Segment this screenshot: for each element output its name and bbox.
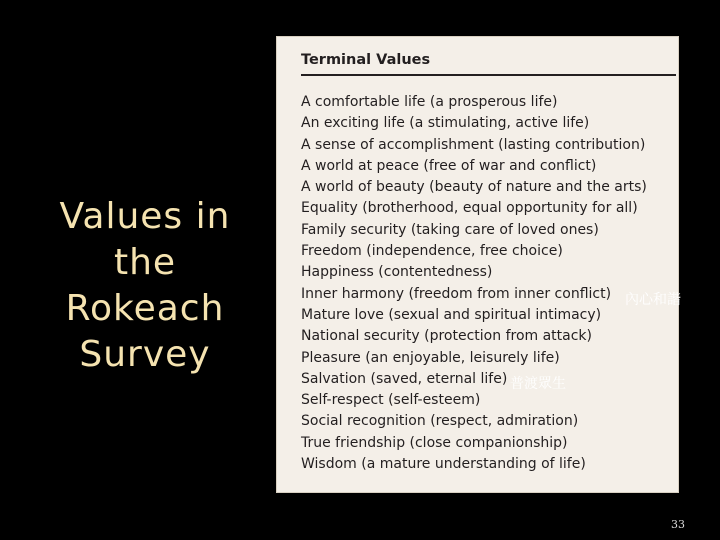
value-item: Equality (brotherhood, equal opportunity for all) xyxy=(301,200,638,217)
inner-harmony-annotation: 內心和諧 xyxy=(625,292,681,308)
slide-title xyxy=(38,194,252,378)
value-item: Salvation (saved, eternal life) xyxy=(301,370,508,387)
title-line: Survey xyxy=(79,334,211,375)
card-heading: Terminal Values xyxy=(301,52,431,68)
value-item: National security (protection from attack) xyxy=(301,328,592,345)
value-item: Inner harmony (freedom from inner conflict) xyxy=(301,285,612,302)
terminal-values-card xyxy=(276,36,679,493)
value-item: True friendship (close companionship) xyxy=(301,434,568,451)
value-item: A sense of accomplishment (lasting contribution) xyxy=(301,136,646,153)
value-item: An exciting life (a stimulating, active life) xyxy=(301,115,590,132)
terminal-values-list xyxy=(301,92,647,475)
title-line: Values in xyxy=(59,196,231,237)
page-number: 33 xyxy=(671,518,685,531)
value-item: Mature love (sexual and spiritual intimacy) xyxy=(301,306,602,323)
title-line: the xyxy=(113,242,177,283)
value-item: A world at peace (free of war and conflict) xyxy=(301,157,597,174)
value-item: Freedom (independence, free choice) xyxy=(301,243,563,260)
title-line: Rokeach xyxy=(65,288,225,329)
value-item: Self-respect (self-esteem) xyxy=(301,392,481,409)
salvation-annotation: 普渡眾生 xyxy=(510,376,566,392)
value-item: Family security (taking care of loved ones) xyxy=(301,221,599,238)
heading-divider xyxy=(301,74,676,76)
value-item: Social recognition (respect, admiration) xyxy=(301,413,579,430)
value-item: Happiness (contentedness) xyxy=(301,264,493,281)
value-item: Wisdom (a mature understanding of life) xyxy=(301,456,586,473)
value-item: Pleasure (an enjoyable, leisurely life) xyxy=(301,349,560,366)
value-item: A comfortable life (a prosperous life) xyxy=(301,94,558,110)
value-item: A world of beauty (beauty of nature and the arts) xyxy=(301,179,647,196)
